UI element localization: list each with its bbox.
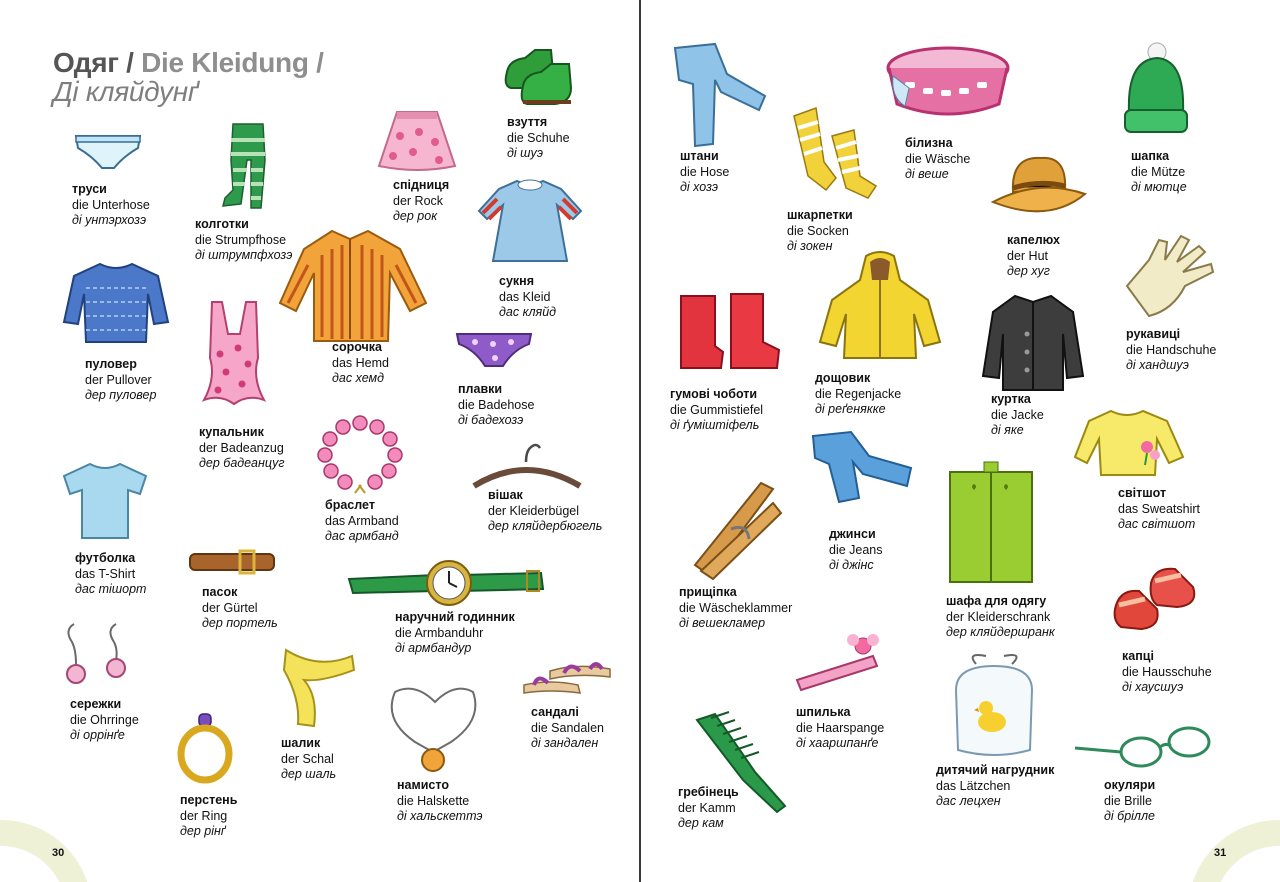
item-shirt: сорочка das Hemd дас хемд bbox=[332, 340, 389, 385]
item-slippers: капці die Hausschuhe ді хаусшуэ bbox=[1122, 649, 1212, 694]
decorative-circle bbox=[0, 820, 92, 882]
jacket-illustration bbox=[981, 290, 1086, 395]
item-bracelet: браслет das Armband дас армбанд bbox=[325, 498, 399, 543]
page-number-right: 31 bbox=[1214, 847, 1227, 859]
scarf-illustration bbox=[278, 640, 360, 730]
shirt-illustration bbox=[278, 225, 428, 345]
raincoat-illustration bbox=[816, 250, 944, 362]
clothespin-illustration bbox=[691, 475, 786, 580]
item-swimsuit: купальник der Badeanzug дер бадеанцуг bbox=[199, 425, 285, 470]
item-necklace: намисто die Halskette ді хальскеттэ bbox=[397, 778, 483, 823]
item-dress: сукня das Kleid дас кляйд bbox=[499, 274, 557, 319]
item-pullover: пуловер der Pullover дер пуловер bbox=[85, 357, 157, 402]
necklace-illustration bbox=[385, 680, 485, 780]
dress-illustration bbox=[475, 175, 585, 265]
earrings-illustration bbox=[60, 620, 135, 690]
item-skirt: спідниця der Rock дер рок bbox=[393, 178, 450, 223]
rubber-boots-illustration bbox=[675, 290, 783, 375]
item-underpants: труси die Unterhose ді унтэрхозэ bbox=[72, 182, 150, 227]
item-bib: дитячий нагрудник das Lätzchen дас лецхен bbox=[936, 763, 1055, 808]
slippers-illustration bbox=[1111, 565, 1211, 650]
glasses-illustration bbox=[1071, 718, 1221, 778]
item-laundry: білизна die Wäsche ді веше bbox=[905, 136, 971, 181]
item-clothespin: прищіпка die Wäscheklammer ді вешекламер bbox=[679, 585, 793, 630]
swim-trunks-illustration bbox=[455, 330, 533, 372]
underpants-illustration bbox=[72, 130, 144, 175]
wardrobe-illustration bbox=[944, 458, 1039, 588]
trousers-illustration bbox=[669, 40, 773, 150]
gloves-illustration bbox=[1119, 228, 1229, 323]
socks-illustration bbox=[786, 100, 881, 200]
right-page bbox=[641, 0, 1280, 882]
page-number-left: 30 bbox=[52, 847, 65, 859]
item-ring: перстень der Ring дер рінґ bbox=[180, 793, 238, 838]
bracelet-illustration bbox=[315, 415, 405, 495]
sandals-illustration bbox=[520, 655, 615, 700]
ring-illustration bbox=[175, 710, 235, 785]
page-title: Одяг / Die Kleidung / Ді кляйдунґ bbox=[53, 47, 324, 108]
item-rubber-boots: гумові чоботи die Gummistiefel ді ґуміштіфель bbox=[670, 387, 764, 432]
item-knit-hat: шапка die Mütze ді мютце bbox=[1131, 149, 1187, 194]
item-earrings: сережки die Ohrringe ді оррінґе bbox=[70, 697, 139, 742]
skirt-illustration bbox=[375, 108, 460, 173]
item-gloves: рукавиці die Handschuhe ді хандшуэ bbox=[1126, 327, 1217, 372]
hanger-illustration bbox=[470, 438, 585, 493]
wristwatch-illustration bbox=[345, 553, 550, 613]
hat-illustration bbox=[989, 150, 1089, 225]
knit-hat-illustration bbox=[1119, 40, 1194, 140]
item-hat: капелюх der Hut дер хуг bbox=[1007, 233, 1060, 278]
sweater-illustration bbox=[62, 258, 170, 346]
swimsuit-illustration bbox=[198, 298, 270, 408]
item-jeans: джинси die Jeans ді джінс bbox=[829, 527, 883, 572]
tshirt-illustration bbox=[60, 460, 150, 542]
item-sweatshirt: світшот das Sweatshirt дас світшот bbox=[1118, 486, 1200, 531]
jeans-illustration bbox=[807, 428, 917, 508]
item-scarf: шалик der Schal дер шаль bbox=[281, 736, 337, 781]
item-wristwatch: наручний годинник die Armbanduhr ді армбандур bbox=[395, 610, 515, 655]
hair-clip-illustration bbox=[793, 628, 888, 698]
item-raincoat: дощовик die Regenjacke ді реґенякке bbox=[815, 371, 902, 416]
item-trousers: штани die Hose ді хозэ bbox=[680, 149, 730, 194]
shoes-illustration bbox=[495, 42, 585, 117]
item-wardrobe: шафа для одягу der Kleiderschrank дер кляйдершранк bbox=[946, 594, 1055, 639]
item-sandals: сандалі die Sandalen ді зандален bbox=[531, 705, 604, 750]
item-shoes: взуття die Schuhe ді шуэ bbox=[507, 115, 570, 160]
tights-illustration bbox=[215, 120, 275, 215]
laundry-basket-illustration bbox=[883, 42, 1013, 122]
sweatshirt-illustration bbox=[1073, 405, 1185, 477]
item-comb: гребінець der Kamm дер кам bbox=[678, 785, 739, 830]
item-hair-clip: шпилька die Haarspange ді хааршпанґе bbox=[796, 705, 885, 750]
bib-illustration bbox=[946, 650, 1041, 760]
item-tights: колготки die Strumpfhose ді штрумпфхозэ bbox=[195, 217, 293, 262]
item-swim-trunks: плавки die Badehose ді бадехозэ bbox=[458, 382, 535, 427]
item-jacket: куртка die Jacke ді яке bbox=[991, 392, 1044, 437]
item-belt: пасок der Gürtel дер портель bbox=[202, 585, 278, 630]
belt-illustration bbox=[188, 548, 278, 578]
item-glasses: окуляри die Brille ді брілле bbox=[1104, 778, 1156, 823]
item-socks: шкарпетки die Socken ді зокен bbox=[787, 208, 853, 253]
item-hanger: вішак der Kleiderbügel дер кляйдербюгель bbox=[488, 488, 603, 533]
decorative-circle bbox=[1188, 820, 1280, 882]
item-tshirt: футболка das T-Shirt дас тішорт bbox=[75, 551, 147, 596]
